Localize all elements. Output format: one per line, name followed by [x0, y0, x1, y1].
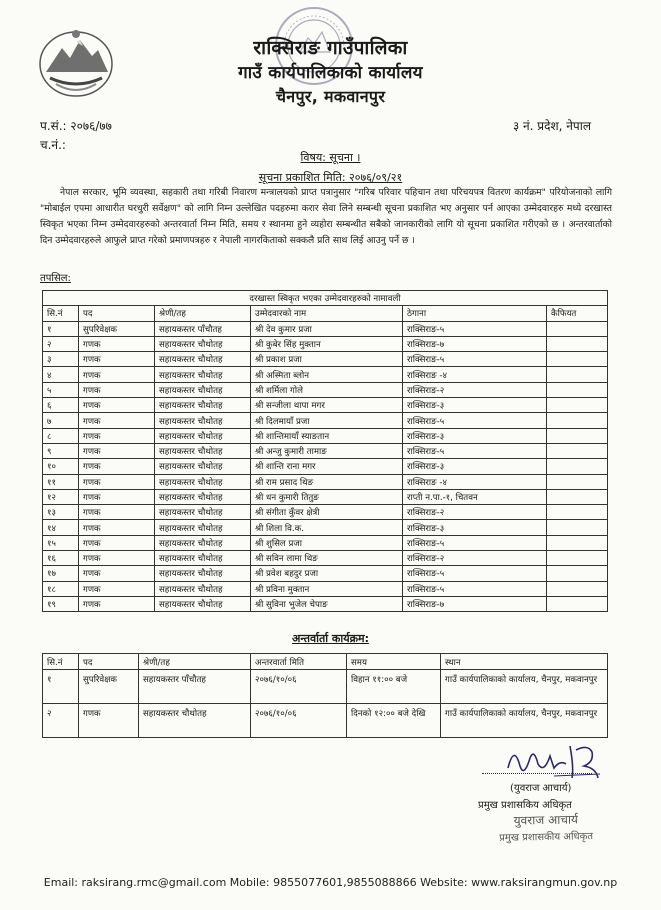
table-cell: श्री संगीता कुँवर क्षेत्री: [251, 505, 403, 520]
table-cell: सहायकस्तर चौथोतह: [155, 443, 251, 458]
website-label: Website:: [420, 876, 468, 889]
table-cell: राक्सिराङ -४: [403, 367, 547, 382]
table-cell: सहायकस्तर चौथोतह: [155, 489, 251, 504]
publish-date-line: [0, 170, 661, 185]
stamp-name: युवराज आचार्य: [513, 812, 579, 828]
table-cell: श्री धन कुमारी तितुङ: [251, 489, 403, 504]
table-cell: १४: [43, 520, 79, 535]
table-cell: गणक: [79, 459, 155, 474]
table-cell: सुपरिवेक्षक: [79, 321, 155, 336]
candidate-row: [43, 596, 608, 611]
table-cell: सहायकस्तर चौथोतह: [155, 551, 251, 566]
candidate-row: [43, 367, 608, 382]
table-cell: सहायकस्तर चौथोतह: [155, 428, 251, 443]
table-cell: दिनको १२:०० बजे देखि: [347, 704, 441, 738]
table-cell: सहायकस्तर चौथोतह: [139, 704, 251, 738]
table-cell: १६: [43, 551, 79, 566]
table-cell: ८: [43, 428, 79, 443]
header-cell: सि.नं: [43, 654, 79, 670]
header-cell: समय: [347, 654, 441, 670]
candidate-row: [43, 382, 608, 397]
table-cell: ६: [43, 398, 79, 413]
candidates-table: [42, 290, 608, 612]
reference-number: प.सं.: २०७६/७७: [40, 119, 112, 133]
table-cell: राक्सिराङ-५: [403, 413, 547, 428]
header-cell: श्रेणी/तह: [139, 654, 251, 670]
table-cell: [547, 413, 608, 428]
header-cell: स्थान: [441, 654, 608, 670]
table-cell: श्री शान्ति राना मगर: [251, 459, 403, 474]
province-label: ३ नं. प्रदेश, नेपाल: [512, 119, 591, 133]
table-cell: गणक: [79, 428, 155, 443]
table-cell: १९: [43, 596, 79, 611]
table-cell: गणक: [79, 520, 155, 535]
table-cell: सहायकस्तर चौथोतह: [155, 505, 251, 520]
table-cell: श्री शुसिल प्रजा: [251, 535, 403, 550]
candidate-row: [43, 443, 608, 458]
table-cell: ४: [43, 367, 79, 382]
table-cell: सहायकस्तर चौथोतह: [155, 459, 251, 474]
table-cell: १०: [43, 459, 79, 474]
table-cell: १८: [43, 581, 79, 596]
table-cell: राक्सिराङ-५: [403, 443, 547, 458]
table-cell: राक्सिराङ -४: [403, 474, 547, 489]
signatory-name: (युवराज आचार्य): [510, 783, 572, 794]
table-cell: २: [43, 336, 79, 351]
table-cell: श्री प्रकाश प्रजा: [251, 352, 403, 367]
table-cell: २: [43, 704, 79, 738]
table-cell: गणक: [79, 367, 155, 382]
table-cell: सहायकस्तर चौथोतह: [155, 367, 251, 382]
office-name: गाउँ कार्यपालिकाको कार्यालय: [238, 63, 423, 83]
table-cell: विहान ११:०० बजे: [347, 670, 441, 704]
table-cell: २०७६/१०/०६: [251, 704, 347, 738]
table-cell: [547, 489, 608, 504]
table-cell: [547, 596, 608, 611]
table-cell: [547, 321, 608, 336]
table-cell: [547, 505, 608, 520]
table-cell: सहायकस्तर चौथोतह: [155, 474, 251, 489]
table-cell: राक्सिराङ-३: [403, 520, 547, 535]
table-cell: ३: [43, 352, 79, 367]
table-cell: [547, 474, 608, 489]
table-cell: गणक: [79, 474, 155, 489]
header-cell: अन्तरवार्ता मिति: [251, 654, 347, 670]
table-cell: राक्सिराङ-५: [403, 535, 547, 550]
candidate-row: [43, 428, 608, 443]
table-cell: [547, 535, 608, 550]
table-cell: राक्सिराङ-५: [403, 321, 547, 336]
table-cell: गणक: [79, 352, 155, 367]
table-cell: श्री सविन लामा थिङ: [251, 551, 403, 566]
table-cell: [547, 520, 608, 535]
signature-line: [482, 773, 592, 774]
table-cell: गणक: [79, 336, 155, 351]
table-cell: गणक: [79, 443, 155, 458]
candidates-header-row: [43, 306, 608, 321]
table-cell: राक्सिराङ-५: [403, 566, 547, 581]
table-cell: सहायकस्तर चौथोतह: [155, 596, 251, 611]
email-label: Email:: [43, 876, 79, 889]
table-cell: राक्सिराङ-५: [403, 352, 547, 367]
notice-body: नेपाल सरकार, भूमि व्यवस्था, सहकारी तथा गरिबी निवारण मन्त्रालयको प्राप्त पत्रानुसार "गरिब परिवार पहिचान तथा परिचयपत्र वितरण कार्यक्रम" परियोजनाको लागि "मोबाईल एपमा आधारीत घरधुरी सर्वेक्षण" को लागि निम्न उल्लेखित पदहरुमा करार सेवा लिने सम्बन्धी सूचना प्रकाशित भए अनुसार पर्न आएका उम्मेदवारहरु मध्ये दरखास्त स्विकृत भएका निम्न उम्मेदवारहरुको अन्तरवार्ता निम्न मिति, समय र स्थानमा हुने व्यहोरा सम्बन्धीत सबैको जानकारीको लागि यो सूचना प्रकाशित गरीएको छ । अन्तरवार्ताको दिन उम्मेदवारहरुले आफुले प्राप्त गरेको प्रमाणपत्रहरु र नेपाली नागरकिताको सक्कलै प्रति साथ लिई आउनु पर्ने छ ।: [40, 187, 612, 246]
table-cell: सहायकस्तर चौथोतह: [155, 535, 251, 550]
table-cell: १३: [43, 505, 79, 520]
subject-line: [0, 150, 661, 165]
interview-header-row: [43, 654, 608, 670]
table-cell: २०७६/१०/०६: [251, 670, 347, 704]
table-cell: राक्सिराङ-३: [403, 428, 547, 443]
candidate-row: [43, 459, 608, 474]
table-cell: गणक: [79, 535, 155, 550]
table-cell: ९: [43, 443, 79, 458]
table-cell: श्री राम प्रसाद थिङ: [251, 474, 403, 489]
table-cell: गणक: [79, 704, 139, 738]
table-cell: राक्सिराङ-२: [403, 505, 547, 520]
table-cell: [547, 336, 608, 351]
signatory-title: प्रमुख प्रशासकिय अधिकृत: [478, 800, 572, 811]
table-cell: सहायकस्तर चौथोतह: [155, 382, 251, 397]
table-cell: [547, 352, 608, 367]
table-cell: सहायकस्तर चौथोतह: [155, 336, 251, 351]
stamp-title: प्रमुख प्रशासकीय अधिकृत: [499, 831, 594, 844]
table-cell: श्री अस्मिता ब्लोन: [251, 367, 403, 382]
table-cell: राक्सिराङ-३: [403, 398, 547, 413]
table-cell: श्री शर्मिला गोले: [251, 382, 403, 397]
interview-row: [43, 670, 608, 704]
candidate-row: [43, 474, 608, 489]
table-cell: राप्ती न.पा.-१, चितवन: [403, 489, 547, 504]
table-cell: सहायकस्तर पाँचौतह: [155, 321, 251, 336]
publish-date-text: सूचना प्रकाशित मिति: २०७६/०९/२१: [258, 171, 403, 184]
table-cell: सहायकस्तर चौथोतह: [155, 581, 251, 596]
header-cell: पद: [79, 654, 139, 670]
candidate-row: [43, 352, 608, 367]
mobile-numbers: 9855077601,9855088866: [273, 876, 417, 889]
email-link[interactable]: raksirang.rmc@gmail.com: [81, 876, 227, 889]
appendix-label: तपसिल:: [40, 273, 71, 284]
candidate-row: [43, 489, 608, 504]
table-cell: राक्सिराङ-७: [403, 336, 547, 351]
candidate-row: [43, 321, 608, 336]
header-cell: ठेगाना: [403, 306, 547, 321]
candidate-row: [43, 566, 608, 581]
table-cell: १: [43, 670, 79, 704]
table-cell: [547, 367, 608, 382]
municipality-name: राक्सिराङ गाउँपालिका: [253, 37, 408, 59]
interview-schedule-title: अन्तर्वार्ता कार्यक्रम:: [291, 632, 370, 645]
table-cell: १७: [43, 566, 79, 581]
header-cell: श्रेणी/तह: [155, 306, 251, 321]
interview-table: [42, 653, 608, 738]
table-cell: [547, 428, 608, 443]
candidate-row: [43, 581, 608, 596]
table-cell: गणक: [79, 382, 155, 397]
candidate-row: [43, 551, 608, 566]
candidate-row: [43, 413, 608, 428]
table-cell: श्री प्रवेश बहदुर प्रजा: [251, 566, 403, 581]
table-cell: १२: [43, 489, 79, 504]
table-cell: सहायकस्तर चौथोतह: [155, 398, 251, 413]
table-cell: ११: [43, 474, 79, 489]
header-cell: पद: [79, 306, 155, 321]
table-cell: [547, 551, 608, 566]
table-cell: [547, 443, 608, 458]
table-cell: गणक: [79, 551, 155, 566]
table-cell: गाउँ कार्यपालिकाको कार्यालय, चैनपुर, मकवानपुर: [441, 704, 608, 738]
table-cell: गणक: [79, 489, 155, 504]
table-cell: श्री सन्जीला थापा मगर: [251, 398, 403, 413]
office-location: चैनपुर, मकवानपुर: [275, 87, 386, 106]
table-cell: राक्सिराङ-३: [403, 459, 547, 474]
table-cell: गणक: [79, 413, 155, 428]
candidate-row: [43, 505, 608, 520]
table-cell: श्री प्रविना मुक्तान: [251, 581, 403, 596]
table-cell: सुपरिवेक्षक: [79, 670, 139, 704]
name-stamp: [492, 811, 601, 851]
table-cell: श्री शिला वि.क.: [251, 520, 403, 535]
header-cell: कैफियत: [547, 306, 608, 321]
table-cell: गणक: [79, 581, 155, 596]
table-cell: [547, 459, 608, 474]
table-cell: [547, 566, 608, 581]
table-cell: गणक: [79, 596, 155, 611]
table-cell: सहायकस्तर चौथोतह: [155, 413, 251, 428]
header-cell: सि.नं: [43, 306, 79, 321]
table-cell: [547, 581, 608, 596]
mobile-label: Mobile:: [229, 876, 270, 889]
table-cell: राक्सिराङ-२: [403, 551, 547, 566]
table-cell: गणक: [79, 505, 155, 520]
table-cell: १५: [43, 535, 79, 550]
table-cell: श्री अन्जु कुमारी तामाङ: [251, 443, 403, 458]
table-cell: सहायकस्तर चौथोतह: [155, 566, 251, 581]
table-cell: श्री दिलमायाँ प्रजा: [251, 413, 403, 428]
table-cell: गाउँ कार्यपालिकाको कार्यालय, चैनपुर, मकवानपुर: [441, 670, 608, 704]
table-cell: १: [43, 321, 79, 336]
table-cell: गणक: [79, 398, 155, 413]
table-cell: [547, 382, 608, 397]
table-cell: राक्सिराङ-२: [403, 382, 547, 397]
table-cell: श्री सुविना भुजेल चेपाङ: [251, 596, 403, 611]
candidate-row: [43, 520, 608, 535]
header-cell: उम्मेदवारको नाम: [251, 306, 403, 321]
table-cell: ७: [43, 413, 79, 428]
website-link[interactable]: www.raksirangmun.gov.np: [471, 876, 618, 889]
table-cell: सहायकस्तर पाँचौतह: [139, 670, 251, 704]
candidate-row: [43, 336, 608, 351]
contact-footer: [0, 876, 661, 889]
table-cell: गणक: [79, 566, 155, 581]
candidate-row: [43, 535, 608, 550]
table-cell: [547, 398, 608, 413]
table-cell: श्री देव कुमार प्रजा: [251, 321, 403, 336]
table-cell: राक्सिराङ-५: [403, 581, 547, 596]
subject-text: विषय: सूचना ।: [300, 151, 361, 164]
dispatch-number: च.नं.:: [40, 138, 66, 152]
table-cell: राक्सिराङ-७: [403, 596, 547, 611]
candidates-table-caption: दरखास्त स्विकृत भएका उम्मेदवारहरुको नामावली: [43, 291, 608, 306]
interview-row: [43, 704, 608, 738]
candidate-row: [43, 398, 608, 413]
table-cell: सहायकस्तर चौथोतह: [155, 352, 251, 367]
table-cell: श्री शान्तिमायाँ स्याङतान: [251, 428, 403, 443]
table-cell: ५: [43, 382, 79, 397]
table-cell: सहायकस्तर चौथोतह: [155, 520, 251, 535]
table-cell: श्री कुबेर सिंह मुक्तान: [251, 336, 403, 351]
